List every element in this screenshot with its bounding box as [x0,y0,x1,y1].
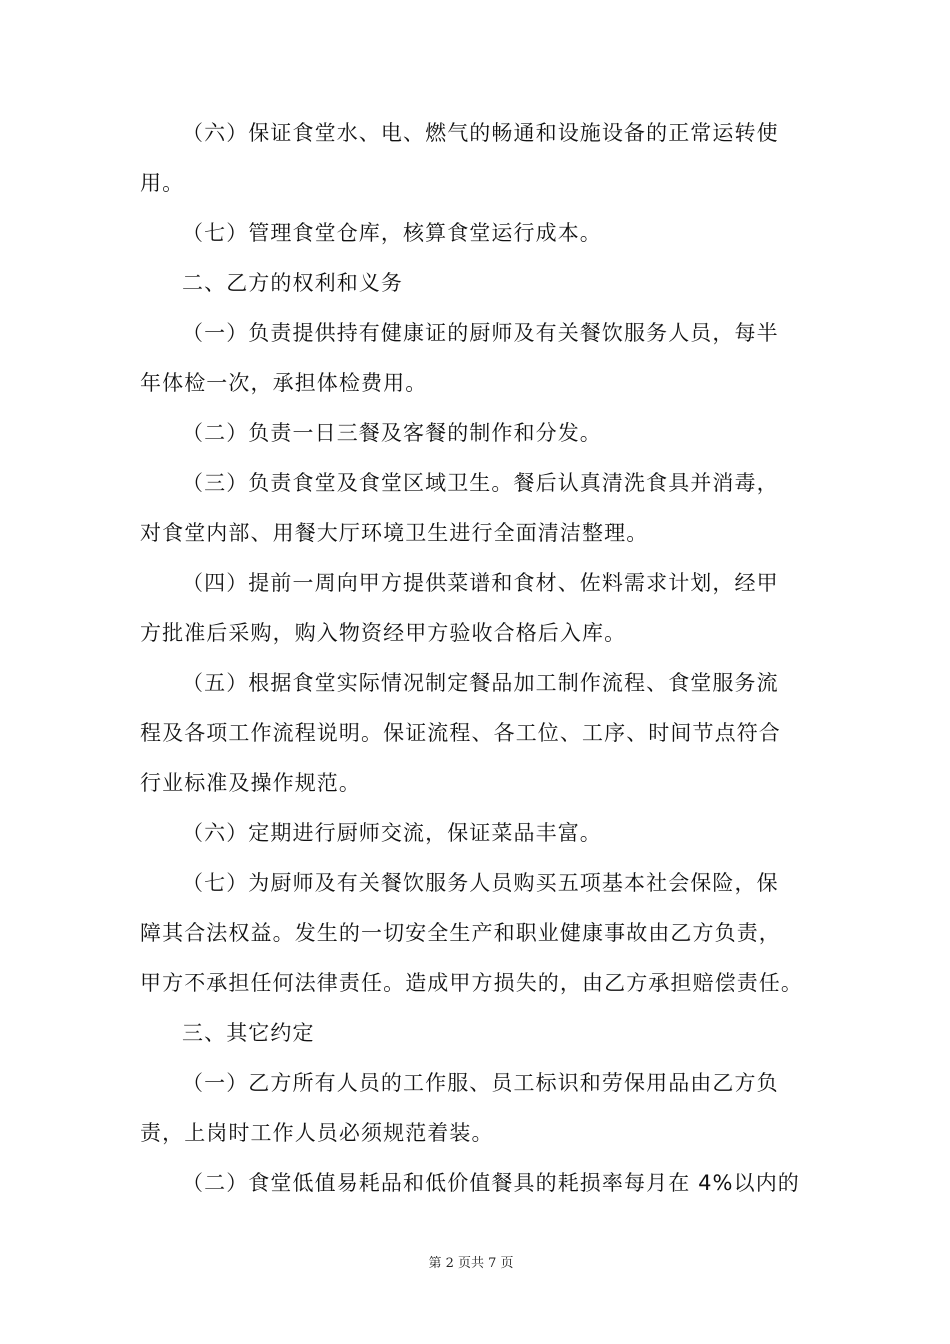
paragraph-line: 甲方不承担任何法律责任。造成甲方损失的，由乙方承担赔偿责任。 [140,971,803,995]
paragraph-line: 程及各项工作流程说明。保证流程、各工位、工序、时间节点符合 [140,721,781,745]
paragraph-line: （三）负责食堂及食堂区域卫生。餐后认真清洗食具并消毒， [182,471,779,495]
paragraph-line: 年体检一次，承担体检费用。 [140,371,428,395]
section-heading: 三、其它约定 [182,1021,315,1045]
paragraph-line: （四）提前一周向甲方提供菜谱和食材、佐料需求计划，经甲 [182,571,779,595]
paragraph-line: 责，上岗时工作人员必须规范着装。 [140,1121,494,1145]
paragraph-line: （七）管理食堂仓库，核算食堂运行成本。 [182,221,602,245]
paragraph-line: 用。 [140,171,185,195]
paragraph-line: （五）根据食堂实际情况制定餐品加工制作流程、食堂服务流 [182,671,779,695]
paragraph-line: （一）负责提供持有健康证的厨师及有关餐饮服务人员，每半 [182,321,779,345]
paragraph-line: （七）为厨师及有关餐饮服务人员购买五项基本社会保险，保 [182,871,779,895]
paragraph-line: （二）食堂低值易耗品和低价值餐具的耗损率每月在 4%以内的 [182,1171,800,1195]
paragraph-line: （六）定期进行厨师交流，保证菜品丰富。 [182,821,602,845]
paragraph-line: （一）乙方所有人员的工作服、员工标识和劳保用品由乙方负 [182,1071,779,1095]
paragraph-line: 对食堂内部、用餐大厅环境卫生进行全面清洁整理。 [140,521,649,545]
paragraph-line: （六）保证食堂水、电、燃气的畅通和设施设备的正常运转使 [182,121,779,145]
paragraph-line: （二）负责一日三餐及客餐的制作和分发。 [182,421,602,445]
paragraph-line: 方批准后采购，购入物资经甲方验收合格后入库。 [140,621,627,645]
section-heading: 二、乙方的权利和义务 [182,271,403,295]
paragraph-line: 行业标准及操作规范。 [140,771,361,795]
page-number-footer: 第 2 页共 7 页 [428,1256,514,1271]
paragraph-line: 障其合法权益。发生的一切安全生产和职业健康事故由乙方负责， [140,921,781,945]
